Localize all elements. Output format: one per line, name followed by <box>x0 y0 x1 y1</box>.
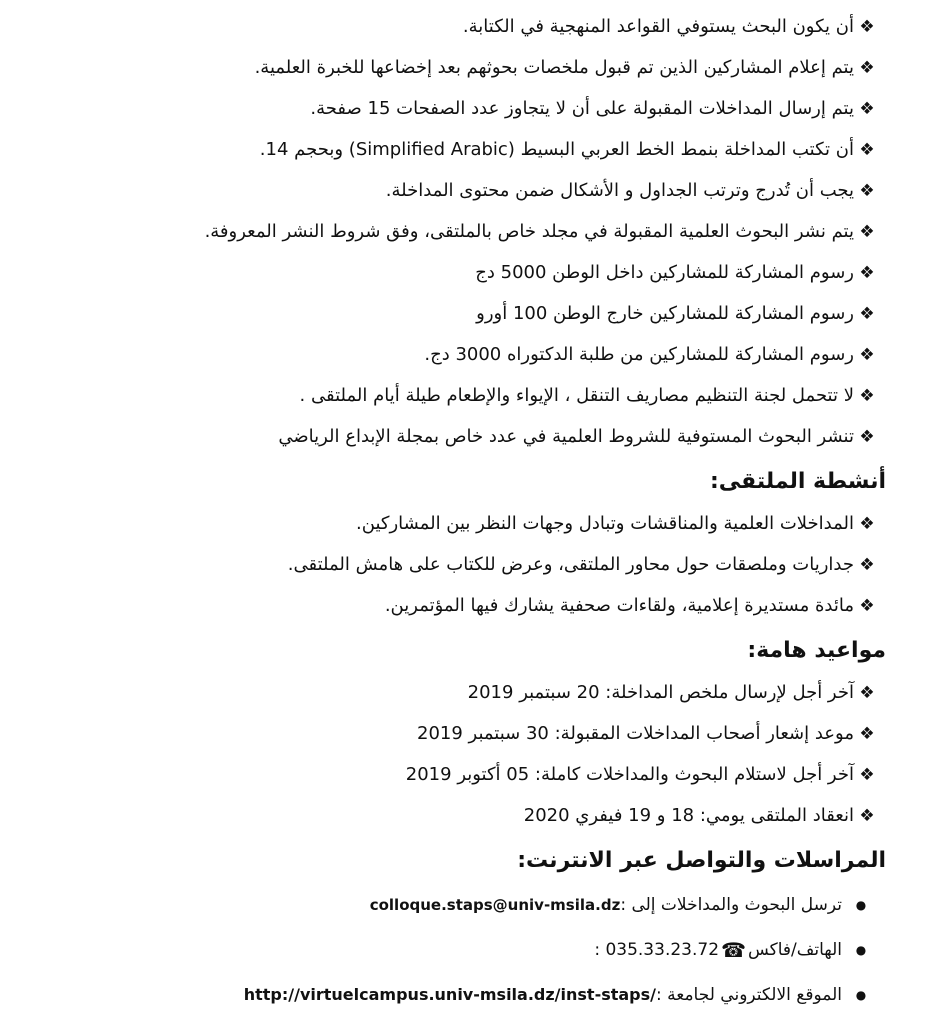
list-item: ❖ أن تكتب المداخلة بنمط الخط العربي البسيط (Simplified Arabic) وبحجم 14. <box>20 129 878 170</box>
round-bullet-icon: ● <box>855 987 867 1002</box>
list-item: ❖ أن يكون البحث يستوفي القواعد المنهجية في الكتابة. <box>20 6 878 47</box>
diamond-bullet-icon: ❖ <box>859 723 875 744</box>
phone-label: الهاتف/فاكس <box>747 939 842 960</box>
website-link[interactable]: http://virtuelcampus.univ-msila.dz/inst-staps/ <box>243 984 656 1004</box>
list-item: ❖ تنشر البحوث المستوفية للشروط العلمية في عدد خاص بمجلة الإبداع الرياضي <box>20 416 878 457</box>
diamond-bullet-icon: ❖ <box>859 595 875 616</box>
conditions-list <box>20 6 878 457</box>
diamond-bullet-icon: ❖ <box>859 303 875 324</box>
diamond-bullet-icon: ❖ <box>859 682 875 703</box>
round-bullet-icon: ● <box>855 942 867 957</box>
diamond-bullet-icon: ❖ <box>859 385 875 406</box>
list-item: ❖ آخر أجل لإرسال ملخص المداخلة: 20 سبتمبر 2019 <box>20 672 878 713</box>
contact-heading: المراسلات والتواصل عبر الانترنت: <box>517 848 886 873</box>
dates-heading: مواعيد هامة: <box>747 638 886 663</box>
diamond-bullet-icon: ❖ <box>859 180 875 201</box>
list-item: ❖ رسوم المشاركة للمشاركين خارج الوطن 100 أورو <box>20 293 878 334</box>
diamond-bullet-icon: ❖ <box>859 554 875 575</box>
list-item: ❖ انعقاد الملتقى يومي: 18 و 19 فيفري 2020 <box>20 795 878 836</box>
diamond-bullet-icon: ❖ <box>859 805 875 826</box>
diamond-bullet-icon: ❖ <box>859 139 875 160</box>
list-item: ❖ يتم إعلام المشاركين الذين تم قبول ملخصات بحوثهم بعد إخضاعها للخبرة العلمية. <box>20 47 878 88</box>
diamond-bullet-icon: ❖ <box>859 57 875 78</box>
website-label: الموقع الالكتروني لجامعة : <box>656 984 842 1005</box>
email-link[interactable]: colloque.staps@univ-msila.dz <box>369 895 621 914</box>
list-item: ❖ يتم إرسال المداخلات المقبولة على أن لا يتجاوز عدد الصفحات 15 صفحة. <box>20 88 878 129</box>
phone-item <box>20 927 878 972</box>
email-label: ترسل البحوث والمداخلات إلى : <box>620 894 842 915</box>
list-item: ❖ لا تتحمل لجنة التنظيم مصاريف التنقل ، الإيواء والإطعام طيلة أيام الملتقى . <box>20 375 878 416</box>
list-item: ❖ يجب أن تُدرج وترتب الجداول و الأشكال ضمن محتوى المداخلة. <box>20 170 878 211</box>
list-item: ❖ آخر أجل لاستلام البحوث والمداخلات كاملة: 05 أكتوبر 2019 <box>20 754 878 795</box>
diamond-bullet-icon: ❖ <box>859 16 875 37</box>
activities-list <box>20 503 878 626</box>
document-body <box>20 6 886 1017</box>
telephone-icon: ☎ <box>721 937 746 962</box>
website-item <box>20 972 878 1017</box>
list-item: ❖ المداخلات العلمية والمناقشات وتبادل وجهات النظر بين المشاركين. <box>20 503 878 544</box>
diamond-bullet-icon: ❖ <box>859 426 875 447</box>
list-item: ❖ موعد إشعار أصحاب المداخلات المقبولة: 30 سبتمبر 2019 <box>20 713 878 754</box>
activities-heading: أنشطة الملتقى: <box>709 469 886 494</box>
diamond-bullet-icon: ❖ <box>859 98 875 119</box>
list-item: ❖ مائدة مستديرة إعلامية، ولقاءات صحفية يشارك فيها المؤتمرين. <box>20 585 878 626</box>
list-item: ❖ رسوم المشاركة للمشاركين من طلبة الدكتوراه 3000 دج. <box>20 334 878 375</box>
diamond-bullet-icon: ❖ <box>859 221 875 242</box>
dates-list <box>20 672 878 836</box>
contact-list <box>20 882 878 1017</box>
list-item: ❖ يتم نشر البحوث العلمية المقبولة في مجلد خاص بالملتقى، وفق شروط النشر المعروفة. <box>20 211 878 252</box>
email-item <box>20 882 878 927</box>
diamond-bullet-icon: ❖ <box>859 764 875 785</box>
list-item: ❖ جداريات وملصقات حول محاور الملتقى، وعرض للكتاب على هامش الملتقى. <box>20 544 878 585</box>
list-item: ❖ رسوم المشاركة للمشاركين داخل الوطن 5000 دج <box>20 252 878 293</box>
round-bullet-icon: ● <box>855 897 867 912</box>
diamond-bullet-icon: ❖ <box>859 513 875 534</box>
diamond-bullet-icon: ❖ <box>859 344 875 365</box>
phone-number: : 035.33.23.72 <box>594 939 720 960</box>
diamond-bullet-icon: ❖ <box>859 262 875 283</box>
